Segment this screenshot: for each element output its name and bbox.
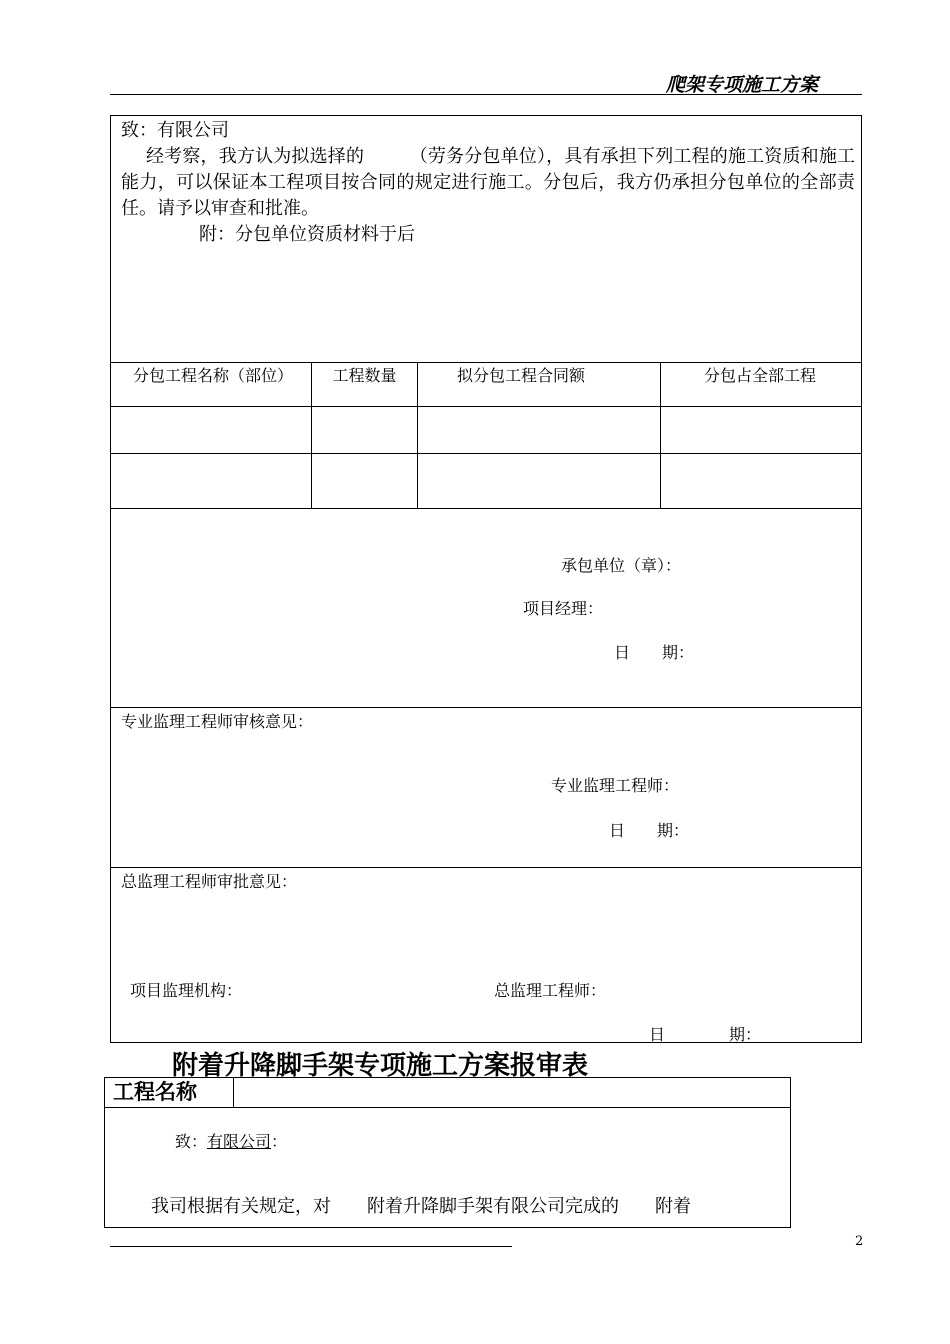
divider [111, 707, 861, 708]
attachment-note: 附：分包单位资质材料于后 [199, 224, 415, 245]
scheme-body-text: 我司根据有关规定，对 附着升降脚手架有限公司完成的 附着 [151, 1196, 691, 1217]
col-header-contract-amount: 拟分包工程合同额 [457, 366, 586, 385]
contractor-seal-label: 承包单位（章）： [561, 556, 682, 575]
supervision-org-label: 项目监理机构： [130, 981, 243, 1000]
specialist-engineer-label: 专业监理工程师： [551, 776, 680, 795]
application-text: 经考察，我方认为拟选择的 （劳务分包单位），具有承担下列工程的施工资质和施工能力，可以保证本工程项目按合同的规定进行施工。分包后，我方仍承担分包单位的全部责任。请予以审查和批准。 [121, 146, 855, 219]
divider [660, 362, 661, 508]
divider [105, 1107, 790, 1108]
project-name-label: 工程名称 [113, 1080, 197, 1104]
scheme-submission-form [104, 1077, 791, 1228]
divider [111, 867, 861, 868]
contractor-date-label: 日 期： [614, 643, 695, 662]
scheme-form-title: 附着升降脚手架专项施工方案报审表 [172, 1051, 589, 1081]
divider [111, 406, 861, 407]
subcontract-form [110, 115, 862, 1043]
divider [111, 453, 861, 454]
footer-rule [110, 1246, 512, 1247]
specialist-date-label: 日 期： [609, 821, 690, 840]
addressee: 致：有限公司 [121, 120, 229, 141]
divider [417, 362, 418, 508]
page-number: 2 [855, 1234, 864, 1249]
chief-opinion-label: 总监理工程师审批意见： [121, 872, 298, 891]
addressee-suffix: ： [271, 1132, 288, 1151]
divider [233, 1078, 234, 1107]
header-title: 爬架专项施工方案 [665, 74, 818, 96]
col-header-name: 分包工程名称（部位） [132, 366, 293, 385]
addressee-company: 有限公司 [207, 1132, 272, 1151]
divider [111, 362, 861, 363]
chief-engineer-label: 总监理工程师： [494, 981, 607, 1000]
header-rule [110, 94, 862, 95]
col-header-quantity: 工程数量 [332, 366, 397, 385]
specialist-opinion-label: 专业监理工程师审核意见： [121, 712, 314, 731]
col-header-share: 分包占全部工程 [704, 366, 817, 385]
project-manager-label: 项目经理： [523, 599, 604, 618]
scheme-addressee [175, 1132, 287, 1152]
chief-date-label: 日 期： [649, 1025, 762, 1044]
divider [111, 508, 861, 509]
addressee-prefix: 致： [175, 1132, 208, 1151]
